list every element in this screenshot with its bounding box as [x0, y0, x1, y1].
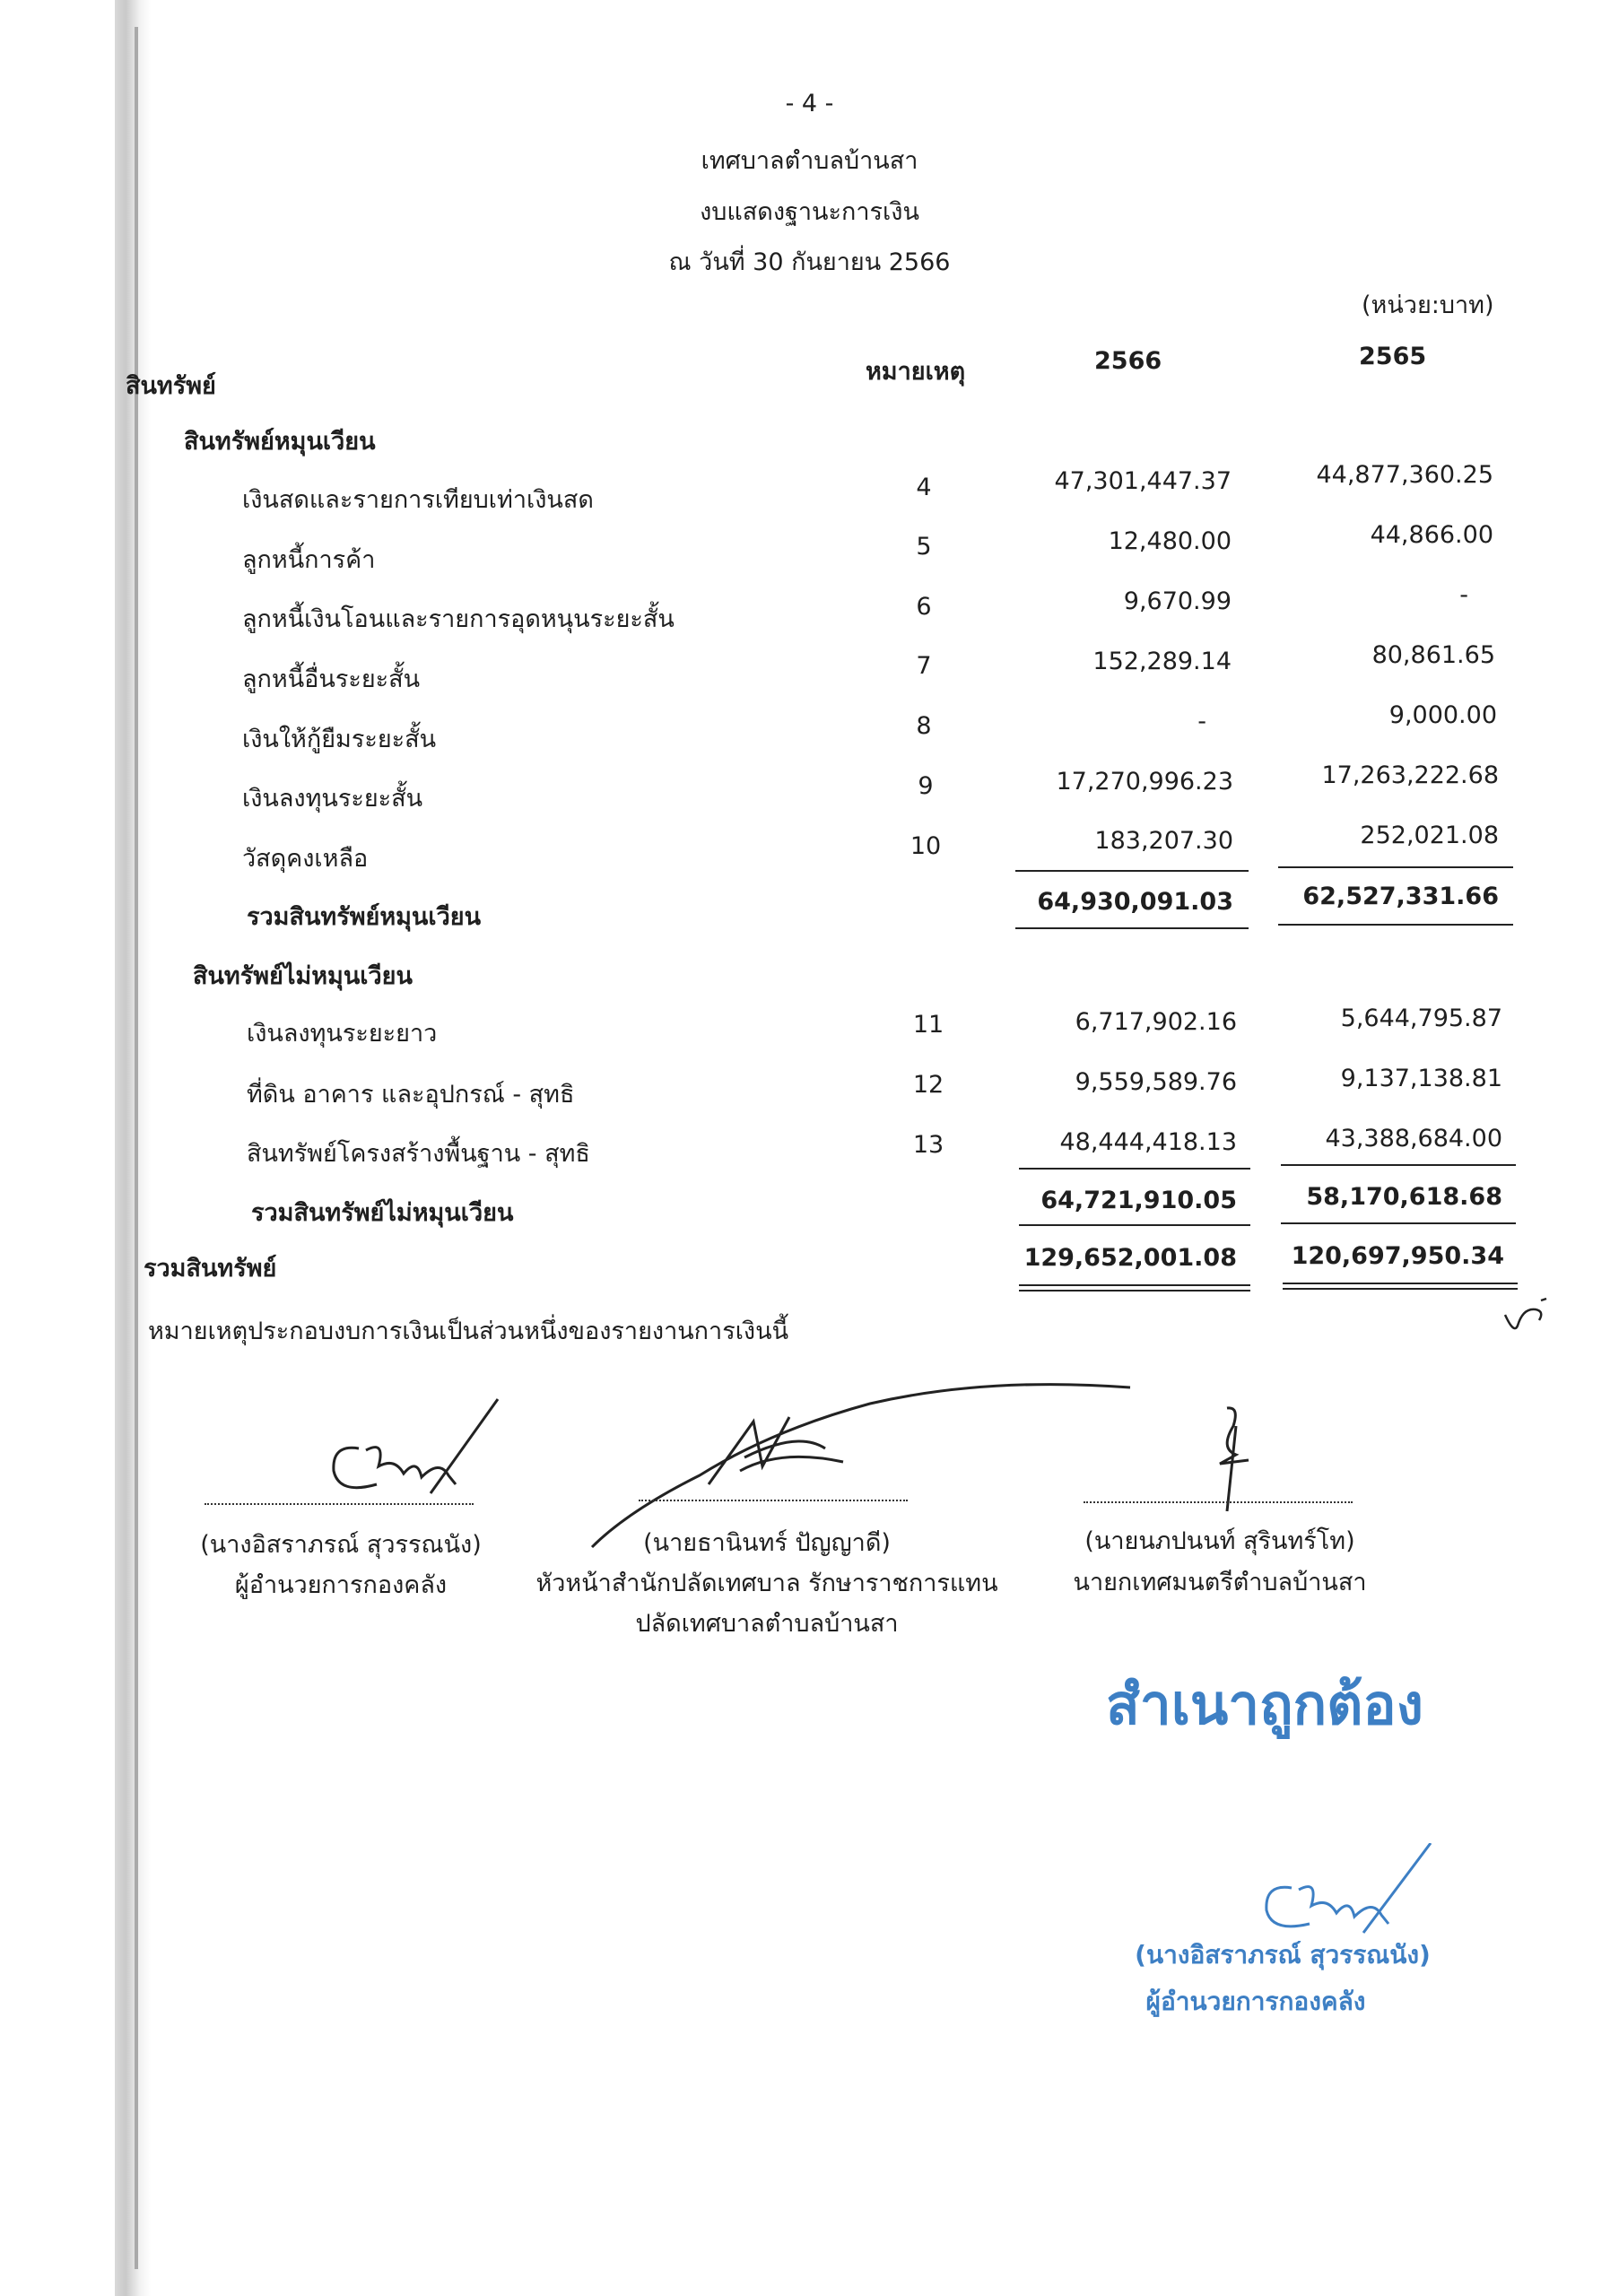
row-label: วัสดุคงเหลือ: [242, 845, 369, 873]
row-note: 6: [916, 593, 932, 621]
row-value-2566: 47,301,447.37: [1054, 467, 1232, 495]
current-assets-heading: สินทรัพย์หมุนเวียน: [184, 428, 376, 456]
noncurrent-assets-heading: สินทรัพย์ไม่หมุนเวียน: [193, 962, 413, 990]
row-label: ลูกหนี้อื่นระยะสั้น: [242, 665, 421, 693]
row-note: 10: [910, 832, 942, 860]
signatory-2-name: (นายธานินทร์ ปัญญาดี): [643, 1529, 891, 1557]
row-note: 4: [916, 474, 932, 501]
current-assets-total-2566: 64,930,091.03: [1037, 888, 1233, 916]
organization-name: เทศบาลตำบลบ้านสา: [701, 147, 918, 175]
row-value-2566: 12,480.00: [1108, 527, 1232, 555]
row-value-2565: 44,877,360.25: [1316, 461, 1493, 489]
double-underline-2565-b: [1283, 1288, 1518, 1290]
certify-title: ผู้อำนวยการกองคลัง: [1145, 1987, 1366, 2016]
row-value-2565: 44,866.00: [1370, 521, 1493, 549]
current-assets-total-2565: 62,527,331.66: [1302, 883, 1499, 910]
row-note: 8: [916, 712, 932, 740]
scan-binding-edge: [115, 0, 151, 2296]
subtotal-rule-2566: [1015, 870, 1249, 872]
row-note: 9: [918, 772, 934, 800]
total-assets-2565: 120,697,950.34: [1291, 1242, 1504, 1270]
row-note: 11: [912, 1011, 944, 1039]
row-value-2565: 17,263,222.68: [1321, 761, 1499, 789]
row-value-2566: 152,289.14: [1092, 648, 1232, 675]
column-2566-header: 2566: [1094, 347, 1162, 375]
row-value-2565: 9,137,138.81: [1340, 1065, 1502, 1092]
subtotal-underline-2565: [1281, 1222, 1516, 1224]
column-note-header: หมายเหตุ: [866, 358, 966, 386]
initial-mark-icon: [1496, 1290, 1559, 1344]
row-value-2566: 9,559,589.76: [1075, 1068, 1237, 1096]
row-value-2566: -: [1197, 708, 1206, 735]
row-value-2565: -: [1459, 581, 1468, 609]
subtotal-rule-2565: [1281, 1164, 1516, 1166]
row-note: 5: [916, 533, 932, 561]
double-underline-2566-b: [1019, 1290, 1250, 1292]
double-underline-2565-a: [1283, 1283, 1518, 1284]
total-assets-label: รวมสินทรัพย์: [144, 1255, 277, 1283]
subtotal-rule-2565: [1278, 866, 1513, 868]
column-2565-header: 2565: [1359, 343, 1427, 370]
row-label: เงินสดและรายการเทียบเท่าเงินสด: [242, 486, 594, 514]
row-label: ลูกหนี้การค้า: [242, 546, 376, 574]
total-assets-2566: 129,652,001.08: [1023, 1244, 1237, 1272]
certify-name: (นางอิสราภรณ์ สุวรรณนัง): [1135, 1940, 1431, 1970]
subtotal-underline-2565: [1278, 924, 1513, 926]
subtotal-underline-2566: [1015, 927, 1249, 929]
certified-copy-stamp: สำเนาถูกต้อง: [1106, 1672, 1423, 1737]
row-value-2565: 80,861.65: [1371, 641, 1495, 669]
row-note: 7: [916, 652, 932, 680]
statement-date: ณ วันที่ 30 กันยายน 2566: [668, 248, 951, 276]
signatory-3-name: (นายนภปนนท์ สุรินทร์โท): [1084, 1527, 1355, 1555]
current-assets-total-label: รวมสินทรัพย์หมุนเวียน: [247, 903, 482, 931]
unit-label: (หน่วย:บาท): [1362, 291, 1494, 319]
signatory-2-title-line2: ปลัดเทศบาลตำบลบ้านสา: [635, 1610, 899, 1638]
row-value-2565: 43,388,684.00: [1325, 1125, 1502, 1152]
row-value-2566: 48,444,418.13: [1059, 1128, 1237, 1156]
row-value-2566: 6,717,902.16: [1075, 1008, 1237, 1036]
noncurrent-assets-total-label: รวมสินทรัพย์ไม่หมุนเวียน: [251, 1199, 514, 1227]
row-label: ลูกหนี้เงินโอนและรายการอุดหนุนระยะสั้น: [242, 605, 675, 633]
row-label: เงินลงทุนระยะยาว: [247, 1020, 438, 1048]
statement-title: งบแสดงฐานะการเงิน: [700, 198, 919, 226]
noncurrent-assets-total-2566: 64,721,910.05: [1040, 1187, 1237, 1214]
signature-mayor-icon: [1184, 1399, 1274, 1516]
row-note: 13: [912, 1131, 944, 1159]
page-number: - 4 -: [785, 90, 834, 117]
signatory-2-title: หัวหน้าสำนักปลัดเทศบาล รักษาราชการแทน: [535, 1570, 998, 1597]
subtotal-rule-2566: [1019, 1168, 1250, 1170]
scan-binding-shadow: [135, 27, 138, 2269]
row-label: สินทรัพย์โครงสร้างพื้นฐาน - สุทธิ: [247, 1140, 590, 1168]
row-note: 12: [912, 1071, 944, 1099]
double-underline-2566-a: [1019, 1284, 1250, 1286]
footnote: หมายเหตุประกอบงบการเงินเป็นส่วนหนึ่งของรายงานการเงินนี้: [148, 1318, 789, 1345]
section-assets-heading: สินทรัพย์: [126, 372, 216, 400]
signatory-1-title: ผู้อำนวยการกองคลัง: [234, 1571, 448, 1599]
signatory-3-title: นายกเทศมนตรีตำบลบ้านสา: [1073, 1569, 1367, 1596]
row-label: เงินให้กู้ยืมระยะสั้น: [242, 726, 437, 753]
signature-finance-director-icon: [296, 1395, 511, 1502]
signature-line: [639, 1500, 908, 1501]
signatory-1-name: (นางอิสราภรณ์ สุวรรณนัง): [200, 1531, 482, 1559]
signature-line: [1084, 1501, 1353, 1503]
row-value-2566: 9,670.99: [1123, 587, 1232, 615]
row-value-2565: 9,000.00: [1388, 701, 1497, 729]
signature-line: [205, 1503, 474, 1505]
row-value-2565: 252,021.08: [1360, 822, 1499, 849]
row-label: ที่ดิน อาคาร และอุปกรณ์ - สุทธิ: [247, 1081, 575, 1109]
row-value-2566: 17,270,996.23: [1056, 768, 1233, 796]
certify-signature-icon: [1229, 1843, 1444, 1951]
row-value-2565: 5,644,795.87: [1340, 1004, 1502, 1032]
subtotal-underline-2566: [1019, 1224, 1250, 1226]
row-label: เงินลงทุนระยะสั้น: [242, 785, 423, 813]
noncurrent-assets-total-2565: 58,170,618.68: [1306, 1183, 1502, 1211]
row-value-2566: 183,207.30: [1094, 827, 1233, 855]
